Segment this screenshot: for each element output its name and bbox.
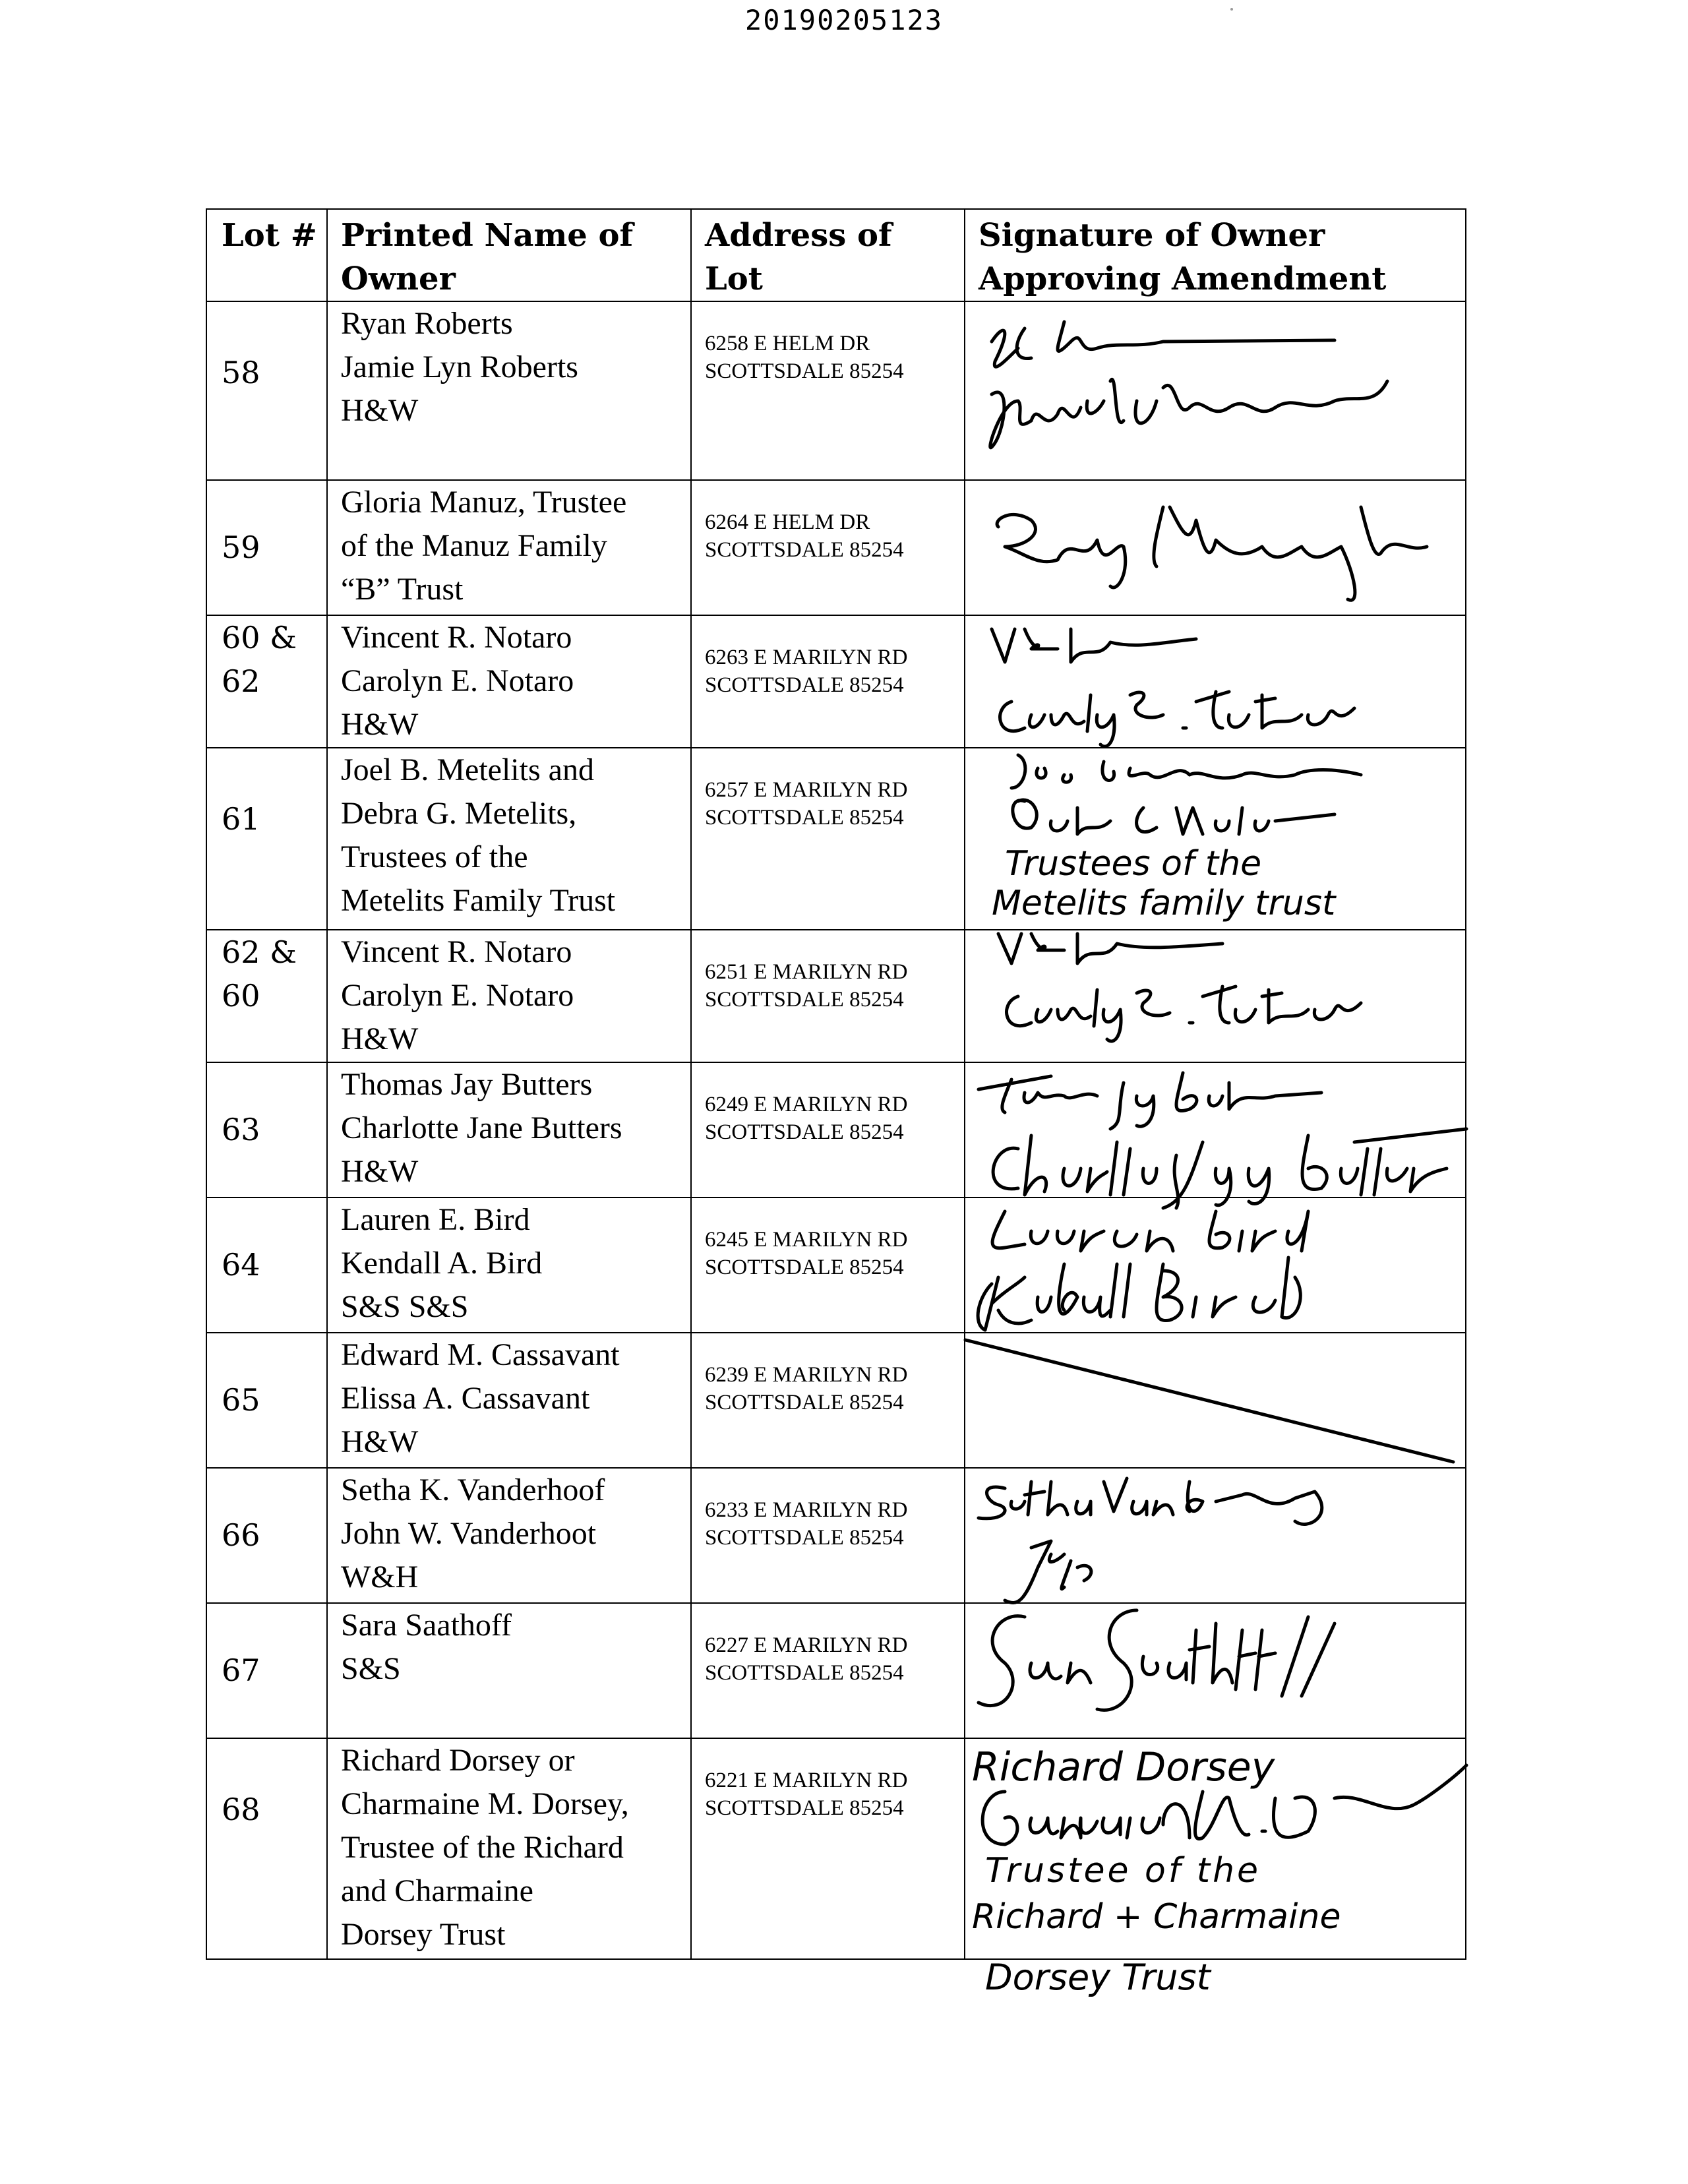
header-lot: Lot # <box>206 209 327 301</box>
owner-cell <box>327 930 691 1062</box>
owner-line: Joel B. Metelits and <box>341 752 594 787</box>
lot-cell <box>206 1468 327 1603</box>
table-row <box>206 1333 1466 1468</box>
owner-line: Vincent R. Notaro <box>341 620 572 655</box>
address-cell <box>691 1333 965 1468</box>
handwritten-signature <box>965 930 1466 1063</box>
table-row <box>206 480 1466 615</box>
address-cell <box>691 1738 965 1959</box>
address-cell <box>691 1198 965 1333</box>
owner-cell <box>327 1468 691 1603</box>
handwritten-trustee-line: Trustee of the <box>985 1851 1261 1891</box>
owner-line: H&W <box>341 1154 419 1189</box>
address-city: SCOTTSDALE 85254 <box>705 538 904 562</box>
address-cell <box>691 1603 965 1738</box>
owner-cell <box>327 480 691 615</box>
lot-cell <box>206 930 327 1062</box>
table-row <box>206 301 1466 480</box>
lot-cell <box>206 301 327 480</box>
handwritten-trustees-line: Trustees of the <box>1005 844 1262 884</box>
address-street: 6249 E MARILYN RD <box>705 1093 908 1116</box>
handwritten-signature <box>965 302 1466 481</box>
owner-cell <box>327 1333 691 1468</box>
signature-cell <box>965 301 1466 480</box>
lot-number: 58 <box>222 355 260 390</box>
table-row <box>206 930 1466 1062</box>
owner-cell <box>327 301 691 480</box>
address-city: SCOTTSDALE 85254 <box>705 1120 904 1144</box>
lot-number: 63 <box>222 1112 260 1147</box>
owner-line: Charmaine M. Dorsey, <box>341 1786 629 1821</box>
lot-cell <box>206 748 327 930</box>
lot-cell <box>206 615 327 748</box>
address-street: 6233 E MARILYN RD <box>705 1498 908 1522</box>
owner-line: Trustee of the Richard <box>341 1830 624 1865</box>
owner-line: Charlotte Jane Butters <box>341 1110 622 1145</box>
address-city: SCOTTSDALE 85254 <box>705 1796 904 1820</box>
address-street: 6257 E MARILYN RD <box>705 778 908 802</box>
signature-cell <box>965 1198 1466 1333</box>
header-row <box>206 209 1466 301</box>
lot-cell <box>206 1333 327 1468</box>
lot-number: 61 <box>222 801 260 837</box>
scan-speck <box>1230 8 1233 11</box>
lot-cell <box>206 1198 327 1333</box>
address-street: 6251 E MARILYN RD <box>705 960 908 984</box>
address-cell <box>691 748 965 930</box>
table-row <box>206 1062 1466 1198</box>
lot-number: 62 <box>222 663 260 699</box>
lot-cell <box>206 1062 327 1198</box>
handwritten-signature <box>965 1604 1466 1739</box>
handwritten-signature <box>965 1198 1466 1333</box>
unsigned-strike-line <box>965 1333 1466 1469</box>
lot-number: 64 <box>222 1247 260 1283</box>
owner-line: Elissa A. Cassavant <box>341 1381 590 1416</box>
owner-line: and Charmaine <box>341 1873 533 1908</box>
address-city: SCOTTSDALE 85254 <box>705 359 904 383</box>
header-signature: Signature of Owner Approving Amendment <box>965 209 1466 301</box>
owner-line: Vincent R. Notaro <box>341 934 572 969</box>
owner-line: John W. Vanderhoot <box>341 1516 597 1551</box>
table-row <box>206 1468 1466 1603</box>
lot-cell <box>206 1603 327 1738</box>
address-city: SCOTTSDALE 85254 <box>705 988 904 1012</box>
signature-cell <box>965 1468 1466 1603</box>
address-city: SCOTTSDALE 85254 <box>705 1256 904 1279</box>
lot-number: 68 <box>222 1792 260 1827</box>
owner-line: H&W <box>341 1424 419 1459</box>
signature-cell <box>965 615 1466 748</box>
owner-line: H&W <box>341 1021 419 1056</box>
handwritten-trust-name-line: Metelits family trust <box>992 884 1336 923</box>
owner-line: S&S S&S <box>341 1289 469 1324</box>
signature-cell <box>965 1333 1466 1468</box>
lot-number: 65 <box>222 1382 260 1418</box>
lot-cell <box>206 480 327 615</box>
lot-cell <box>206 1738 327 1959</box>
table-row <box>206 1198 1466 1333</box>
owner-line: Richard Dorsey or <box>341 1743 575 1778</box>
address-cell <box>691 301 965 480</box>
owner-line: Jamie Lyn Roberts <box>341 349 578 384</box>
header-address: Address of Lot <box>691 209 965 301</box>
owner-line: of the Manuz Family <box>341 528 607 563</box>
owner-line: “B” Trust <box>341 572 464 607</box>
owner-line: Sara Saathoff <box>341 1608 512 1643</box>
owner-line: Metelits Family Trust <box>341 883 616 918</box>
handwritten-signature <box>965 1063 1466 1198</box>
address-street: 6221 E MARILYN RD <box>705 1769 908 1792</box>
owner-line: Ryan Roberts <box>341 306 513 341</box>
address-street: 6239 E MARILYN RD <box>705 1363 908 1387</box>
owner-line: Lauren E. Bird <box>341 1202 530 1237</box>
owner-cell <box>327 1603 691 1738</box>
signature-cell <box>965 1062 1466 1198</box>
owner-cell <box>327 748 691 930</box>
owner-line: Setha K. Vanderhoof <box>341 1472 605 1507</box>
owner-line: S&S <box>341 1651 401 1686</box>
owner-line: Carolyn E. Notaro <box>341 663 574 698</box>
owner-line: H&W <box>341 707 419 742</box>
handwritten-trust-names-line: Richard + Charmaine <box>972 1897 1341 1937</box>
owner-cell <box>327 1198 691 1333</box>
document-number: 20190205123 <box>744 4 944 36</box>
header-owner: Printed Name of Owner <box>327 209 691 301</box>
address-cell <box>691 1062 965 1198</box>
address-street: 6258 E HELM DR <box>705 332 870 355</box>
table-row <box>206 748 1466 930</box>
owner-line: Trustees of the <box>341 839 528 874</box>
signature-cell <box>965 930 1466 1062</box>
table-row <box>206 615 1466 748</box>
address-city: SCOTTSDALE 85254 <box>705 1391 904 1414</box>
table-row <box>206 1738 1466 1959</box>
owner-line: Debra G. Metelits, <box>341 796 577 831</box>
owner-cell <box>327 615 691 748</box>
address-cell <box>691 930 965 1062</box>
handwritten-signature <box>965 481 1466 616</box>
address-city: SCOTTSDALE 85254 <box>705 1661 904 1685</box>
address-city: SCOTTSDALE 85254 <box>705 806 904 830</box>
address-street: 6245 E MARILYN RD <box>705 1228 908 1252</box>
handwritten-name-line: Richard Dorsey <box>972 1744 1275 1790</box>
owner-approval-table <box>206 208 1466 1998</box>
handwritten-signature <box>965 616 1466 748</box>
address-street: 6263 E MARILYN RD <box>705 646 908 669</box>
handwritten-signature <box>965 1469 1466 1604</box>
address-city: SCOTTSDALE 85254 <box>705 1526 904 1550</box>
signature-cell <box>965 748 1466 930</box>
owner-cell <box>327 1062 691 1198</box>
owner-line: W&H <box>341 1560 419 1594</box>
lot-number: 66 <box>222 1517 260 1553</box>
address-street: 6227 E MARILYN RD <box>705 1633 908 1657</box>
owner-line: Edward M. Cassavant <box>341 1337 620 1372</box>
owner-cell <box>327 1738 691 1959</box>
owner-line: Gloria Manuz, Trustee <box>341 485 627 520</box>
signature-cell <box>965 1603 1466 1738</box>
lot-number: 60 & <box>222 620 297 655</box>
address-street: 6264 E HELM DR <box>705 510 870 534</box>
owner-line: Dorsey Trust <box>341 1917 506 1952</box>
owner-line: Kendall A. Bird <box>341 1246 543 1281</box>
owner-line: Thomas Jay Butters <box>341 1067 593 1102</box>
lot-number: 62 & <box>222 934 297 970</box>
lot-number: 59 <box>222 530 260 565</box>
handwritten-trust-title-line: Dorsey Trust <box>985 1957 1211 1998</box>
owner-line: H&W <box>341 393 419 428</box>
table-row <box>206 1603 1466 1738</box>
address-cell <box>691 480 965 615</box>
lot-number: 67 <box>222 1653 260 1688</box>
address-cell <box>691 615 965 748</box>
lot-number: 60 <box>222 978 260 1014</box>
owner-line: Carolyn E. Notaro <box>341 978 574 1013</box>
address-cell <box>691 1468 965 1603</box>
signature-cell <box>965 1738 1466 1998</box>
signature-cell <box>965 480 1466 615</box>
address-city: SCOTTSDALE 85254 <box>705 673 904 697</box>
